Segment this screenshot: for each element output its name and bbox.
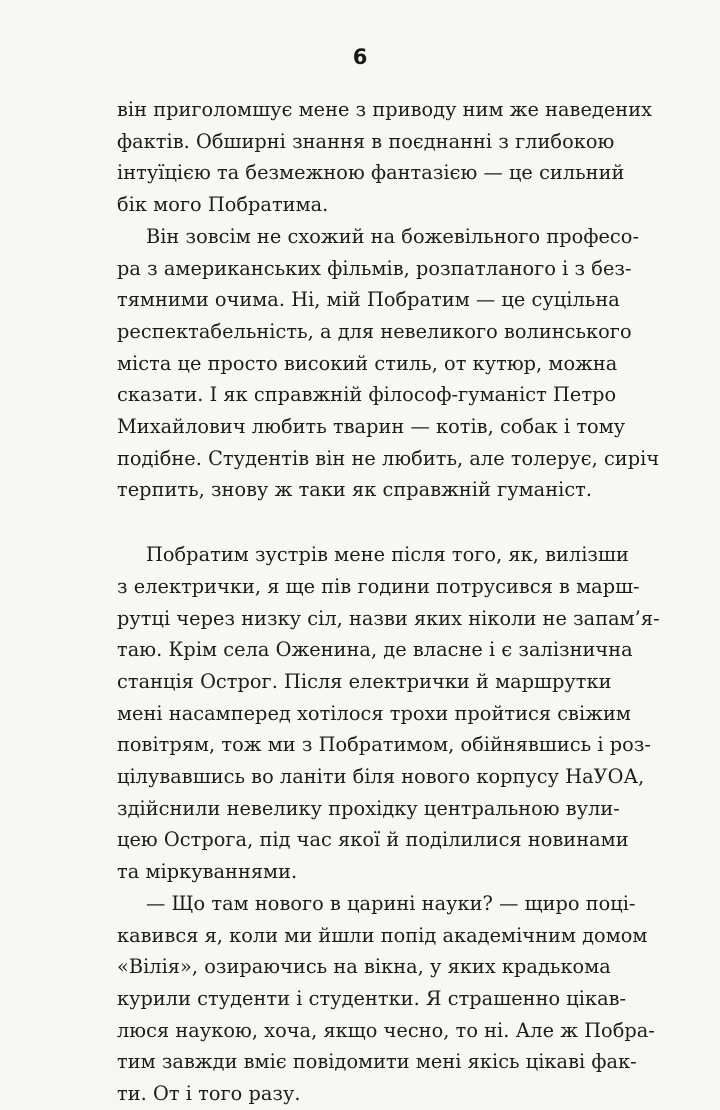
text-line: з електрички, я ще пів години потрусився в марш- (117, 574, 640, 598)
text-line: повітрям, тож ми з Побратимом, обійнявшись і роз- (117, 733, 651, 757)
paragraph-1 (117, 94, 653, 221)
text-line: ра з американських фільмів, розпатланого і з без- (117, 256, 632, 280)
text-line: «Вілія», озираючись на вікна, у яких крадькома (117, 955, 611, 979)
paragraph-3 (117, 539, 660, 888)
body-text (117, 94, 660, 1110)
text-line: рутці через низку сіл, назви яких ніколи не запам’я- (117, 606, 660, 630)
paragraph-4 (117, 888, 655, 1110)
text-line: Михайлович любить тварин — котів, собак і тому (117, 415, 626, 439)
text-line: тямними очима. Ні, мій Побратим — це суцільна (117, 288, 620, 312)
text-line: та міркуваннями. (117, 860, 298, 884)
text-line: мені насамперед хотілося трохи пройтися свіжим (117, 701, 631, 725)
text-line: здійснили невелику прохідку центральною вули- (117, 796, 620, 820)
section-break (117, 506, 602, 539)
text-line: він приголомшує мене з приводу ним же наведених (117, 98, 653, 121)
text-line: респектабельність, а для невеликого волинського (117, 319, 632, 343)
page-number: 6 (352, 45, 368, 69)
text-line: цею Острога, під час якої й поділилися новинами (117, 828, 629, 852)
text-line: цілувавшись во ланіти біля нового корпусу НаУОА, (117, 765, 645, 789)
text-line: тим завжди вміє повідомити мені якісь цікаві фак- (117, 1050, 637, 1074)
text-line: таю. Крім села Оженина, де власне і є залізнична (117, 638, 633, 662)
text-line: ти. От і того разу. (117, 1082, 301, 1106)
text-line: станція Острог. Після електрички й маршрутки (117, 669, 612, 693)
text-line: Він зовсім не схожий на божевільного професо- (146, 224, 640, 248)
text-line: фактів. Обширні знання в поєднанні з глибокою (117, 129, 615, 153)
text-line: кавився я, коли ми йшли попід академічним домом (117, 923, 648, 947)
text-line: міста це просто високий стиль, от кутюр, можна (117, 351, 618, 375)
text-line: сказати. І як справжній філософ-гуманіст Петро (117, 383, 617, 407)
text-line: курили студенти і студентки. Я страшенно цікав- (117, 986, 627, 1010)
text-line: люся наукою, хоча, якщо чесно, то ні. Але ж Побра- (117, 1018, 655, 1042)
text-line: бік мого Побратима. (117, 193, 329, 217)
text-line: подібне. Студентів він не любить, але толерує, сиріч (117, 446, 660, 470)
text-line: — Що там нового в царині науки? — щиро поці- (146, 891, 636, 915)
paragraph-2 (117, 221, 660, 506)
text-line: Побратим зустрів мене після того, як, вилізши (146, 543, 629, 567)
text-line: інтуїцією та безмежною фантазією — це сильний (117, 161, 625, 185)
text-line: терпить, знову ж таки як справжній гуманіст. (117, 478, 593, 502)
